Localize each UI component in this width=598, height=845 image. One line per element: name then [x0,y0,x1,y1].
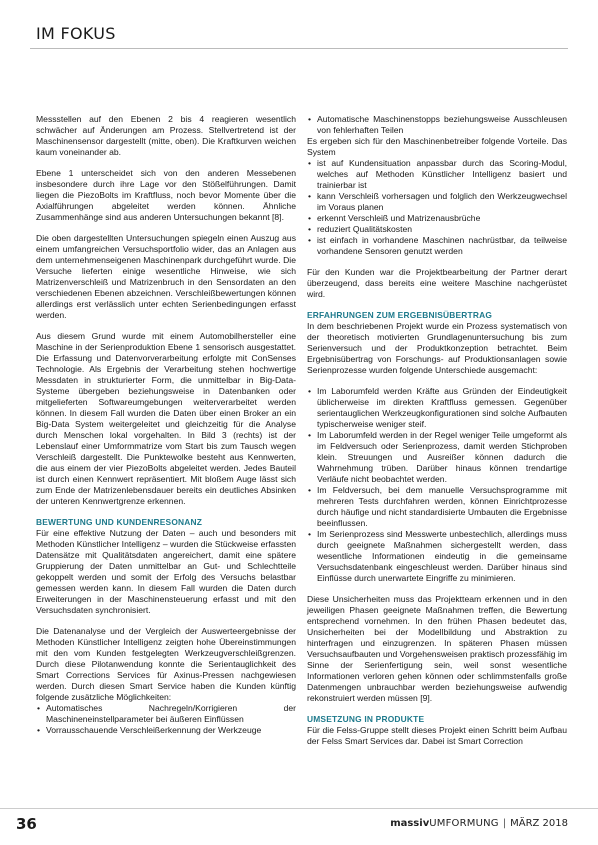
list-item: • kann Verschleiß vorhersagen und folglich den Werkzeugwechsel im Voraus planen [317,191,567,213]
subheading: UMSETZUNG IN PRODUKTE [307,714,425,724]
bullet-list [307,114,567,136]
footer-divider [0,808,598,809]
list-item: • ist auf Kundensituation anpassbar durch das Scoring-Modul, welches auf Methoden Künstlicher Intelligenz basiert und trainierbar ist [317,158,567,191]
issue-date: MÄRZ 2018 [510,818,568,829]
paragraph: Messstellen auf den Ebenen 2 bis 4 reagieren wesentlich schwächer auf Änderungen am Prozess. Stellvertretend ist der Maschinensensor dargestellt (mitte, oben). Die Kraftkurven weichen kaum voneinander ab. [36,114,296,157]
footer-separator: | [502,818,507,829]
subheading: ERFAHRUNGEN ZUM ERGEBNISÜBERTRAG [307,310,493,320]
list-item: • Automatische Maschinenstopps beziehungsweise Ausschleusen von fehlerhaften Teilen [317,114,567,136]
list-item: • Vorrausschauende Verschleißerkennung der Werkzeuge [46,725,296,736]
brand-name-part: UMFORMUNG [429,818,499,829]
paragraph: Die Datenanalyse und der Vergleich der Auswerteergebnisse der Methoden Künstlicher Intelligenz zeigten hohe Übereinstimmungen mit den vom Kunden festgelegten Werkzeugverschleißgrenzen. Durch diese Pilotanwendung konnte die Serientauglichkeit des Smart Corrections Services für Axinus-Pressen nachgewiesen werden. Durch diesen Smart Service haben die Kunden künftig folgende zusätzliche Möglichkeiten: [36,626,296,702]
right-column [307,114,567,747]
list-item: • Im Laborumfeld werden Kräfte aus Gründen der Eindeutigkeit üblicherweise im direkten Kraftfluss gemessen. Gegenüber serientauglichen Werkzeugkonfigurationen sind solche Aufbauten typischerweise weniger steif. [317,386,567,430]
subheading: BEWERTUNG UND KUNDENRESONANZ [36,517,203,527]
paragraph: Für die Felss-Gruppe stellt dieses Projekt einen Schritt beim Aufbau der Felss Smart Services dar. Dabei ist Smart Correction [307,725,567,746]
list-item: • Im Laborumfeld werden in der Regel weniger Teile umgeformt als im Feldversuch oder Serienprozess, damit werden Stichproben klein. Streuungen und Ausreißer können dadurch die Wahrnehmung trüben. Darüber hinaus können trendartige Verläufe nicht beobachtet werden. [317,430,567,485]
paragraph: In dem beschriebenen Projekt wurde ein Prozess systematisch von der theoretisch motivierten Grundlagenuntersuchung bis zum Serienversuch und der Produktkonzeption betrachtet. Beim Ergebnisübertrag von Forschungs- auf Produktionsanlagen sowie Serienprozesse wurden folgende Unterschiede ausgemacht: [307,321,567,375]
list-item: • Im Serienprozess sind Messwerte unbestechlich, allerdings muss durch geeignete Maßnahmen sichergestellt werden, dass wesentliche Informationen eindeutig in die gemeinsame Versuchsdatenbank eingeschleust werden. Darüber hinaus sind Einflüsse durch unerwartete Eingriffe zu minimieren. [317,529,567,584]
section-title: IM FOKUS [36,24,116,43]
paragraph: Die oben dargestellten Untersuchungen spiegeln einen Auszug aus einem umfangreichen Versuchsportfolio wider, das an Anlagen aus dem unternehmenseigenen Maschinenpark durchgeführt wurde. Die Versuche lieferten einige wesentliche Hinweise, wie sich Matrizenverschleiß und Matrizenbruch in den Sensordaten an den verschiedenen Ebenen abzeichnen. Verschleißbewertungen können allerdings erst verlässlich unter echten Serienbedingungen erfasst werden. [36,233,296,320]
list-item: • Automatisches Nachregeln/Korrigieren der Maschineneinstellparameter bei äußeren Einflüssen [46,703,296,725]
footer-publication [390,818,568,829]
brand-name-part: massiv [390,818,430,829]
paragraph: Für den Kunden war die Projektbearbeitung der Partner derart überzeugend, dass bereits eine weitere Maschine nachgerüstet wird. [307,267,567,299]
list-item: • erkennt Verschleiß und Matrizenausbrüche [317,213,567,224]
page-number: 36 [16,815,37,833]
header-divider [30,48,568,49]
paragraph: Ebene 1 unterscheidet sich von den anderen Messebenen insbesondere durch ihre Lage vor den Stößelführungen. Damit liegen die PiezoBolts im Kraftfluss, noch bevor Momente über die Axialführungen abgeleitet werden können. Ähnliche Zusammenhänge sind aus anderen Untersuchungen bekannt [8]. [36,168,296,222]
paragraph: Für eine effektive Nutzung der Daten – auch und besonders mit Methoden Künstlicher Intelligenz – wurden die Stückweise erfassten Datensätze mit Qualitätsdaten angereichert, damit eine spätere Gruppierung der Daten unmittelbar an Gut- und Schlechtteile gekoppelt werden und somit der Erfolg des Versuchs belastbar gemessen werden kann. In diesem Fall wurden die Daten durch Erweiterungen in der Maschinensteuerung erfasst und mit den Versuchsdaten synchronisiert. [36,528,296,615]
bullet-list [307,386,567,584]
list-item: • Im Feldversuch, bei dem manuelle Versuchsprogramme mit mehreren Tests durchfahren werden, können Einrichtprozesse durch häufige und nicht standardisierte Umbauten die Ergebnisse beeinflussen. [317,485,567,529]
list-item: • reduziert Qualitätskosten [317,224,567,235]
left-column [36,114,296,736]
bullet-list [36,703,296,736]
paragraph: Diese Unsicherheiten muss das Projektteam erkennen und in den jeweiligen Phasen geeignete Maßnahmen treffen, die Bewertung entsprechend vornehmen. In den frühen Phasen bedeutet das, Unsicherheiten bei der Modellbildung und Abstraktion zu hinterfragen und einzugrenzen. In späteren Phasen müssen Versuchsaufbauten und Vorgehensweisen praktisch prozessfähig im Sinne der Serienfertigung sein, weil sonst wesentliche Informationen verloren gehen können oder schlimmstenfalls große Datenmengen unbrauchbar werden beziehungsweise aufwendig rekonstruiert werden müssen [9]. [307,594,567,703]
paragraph: Es ergeben sich für den Maschinenbetreiber folgende Vorteile. Das System [307,136,567,157]
bullet-list [307,158,567,257]
paragraph: Aus diesem Grund wurde mit einem Automobilhersteller eine Maschine in der Serienproduktion Ebene 1 sensorisch ausgestattet. Die Erfassung und Datenvorverarbeitung erfolgte mit ConSenses Technologie. Als Ergebnis der Verarbeitung stehen hochwertige Messdaten in strukturierter Form, die unmittelbar in Big-Data-Systeme übergeben beziehungsweise in Datenbanken oder mitgelieferten Softwareumgebungen weiterverarbeitet werden können. In diesem Fall wurden die Daten über einen Broker an ein Big-Data System weitergeleitet und gleichzeitig für die Analyse durch Menschen lokal vorgehalten. In Bild 3 (rechts) ist der Lebenslauf einer Umformmatrize vom Start bis zum Tausch wegen Verschleiß dargestellt. Die Punktewolke besteht aus Kennwerten, die aus einem der vier PiezoBolts abgeleitet werden. Jedes Bauteil ist durch einen Kennwert repräsentiert. Mit bloßem Auge lässt sich zum Ende der Matrizenlebensdauer bereits ein deutliches Absinken der unteren Kennwertgrenze erkennen. [36,331,296,506]
list-item: • ist einfach in vorhandene Maschinen nachrüstbar, da teilweise vorhandene Sensoren genutzt werden [317,235,567,257]
